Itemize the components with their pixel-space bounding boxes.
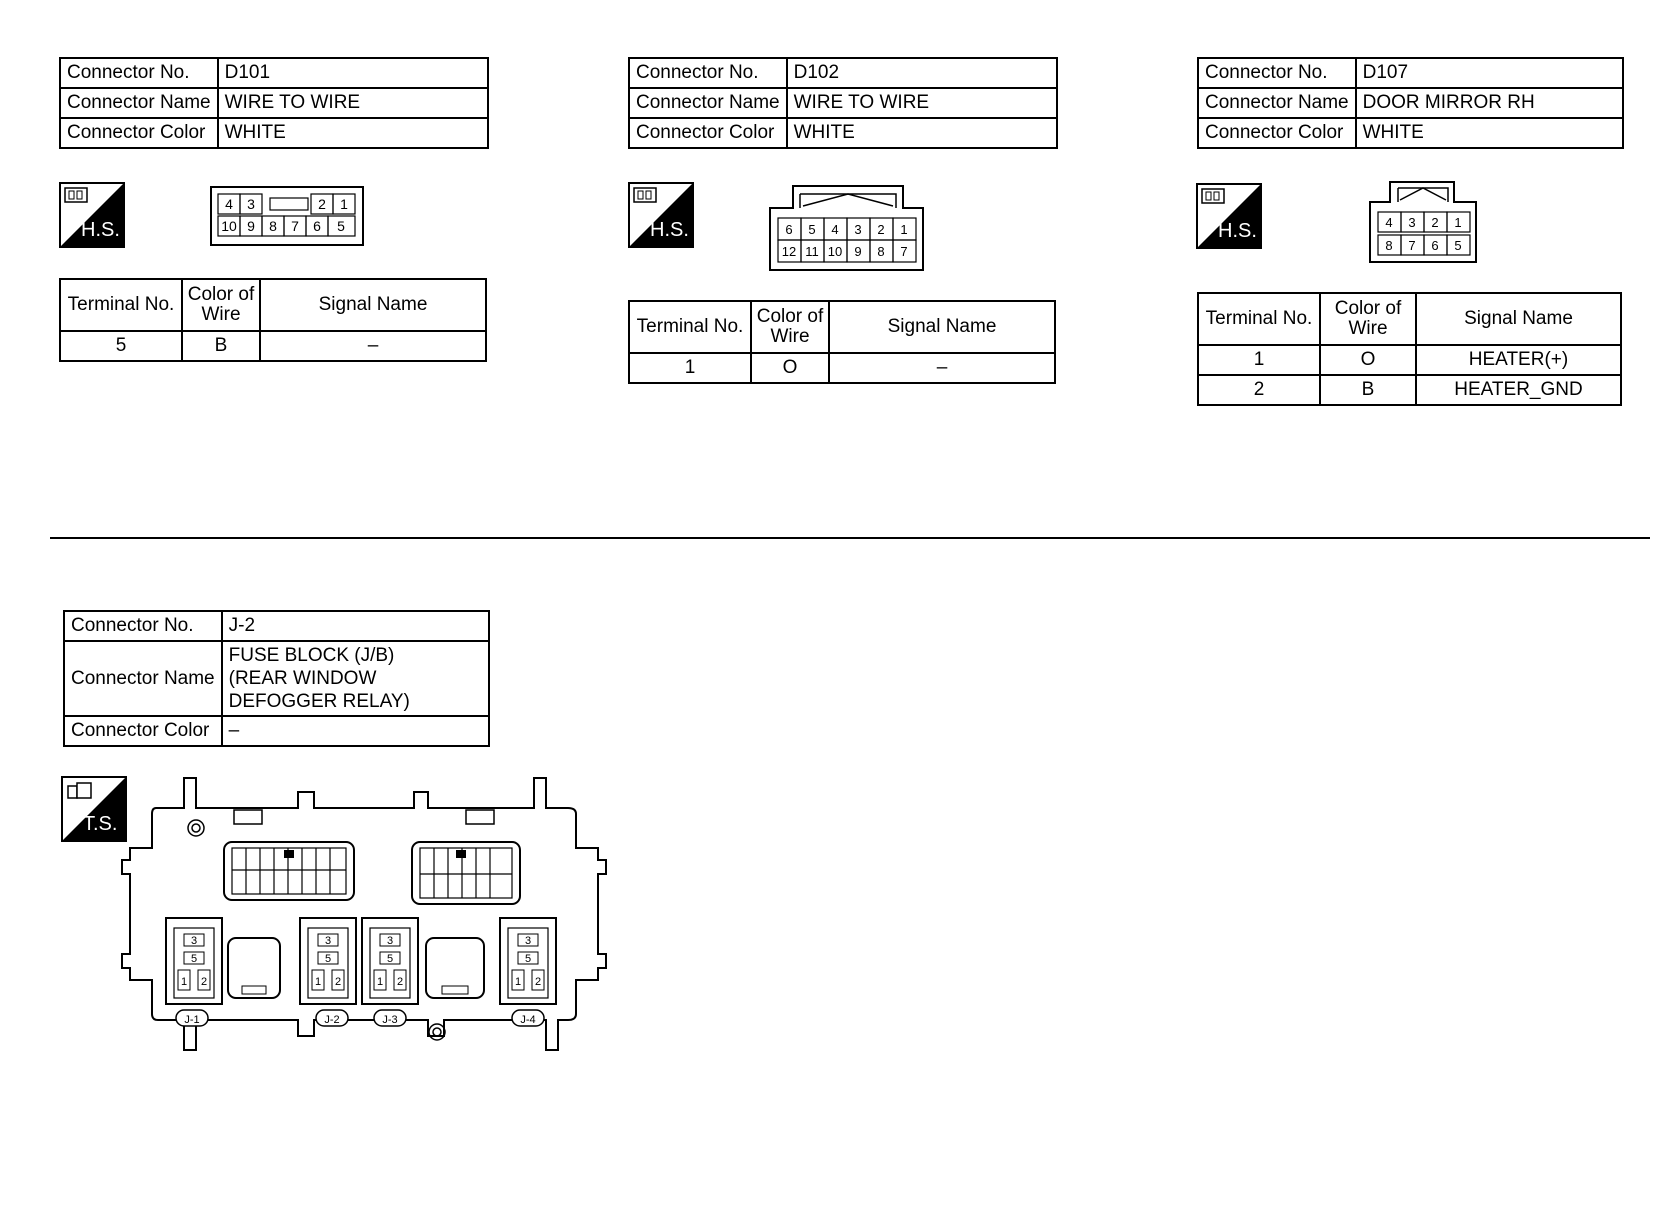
terminal-table-d102 xyxy=(628,300,1056,384)
pin-label: 8 xyxy=(877,244,885,259)
connector-name-value: FUSE BLOCK (J/B) (REAR WINDOW DEFOGGER RELAY) xyxy=(222,641,489,716)
signal-name-header: Signal Name xyxy=(829,301,1055,353)
pin-label: 8 xyxy=(269,218,277,234)
pin-label: 6 xyxy=(1431,238,1439,253)
pin-label: 4 xyxy=(225,196,233,212)
connector-no-label: Connector No. xyxy=(60,58,218,88)
connector-color-value: WHITE xyxy=(1356,118,1623,148)
terminal-no-header: Terminal No. xyxy=(1198,293,1320,345)
connector-name-label: Connector Name xyxy=(1198,88,1356,118)
wire-color-cell: O xyxy=(751,353,829,383)
terminal-table-d101 xyxy=(59,278,487,362)
pin-label: 2 xyxy=(318,196,326,212)
relay-label-j2: J-2 xyxy=(324,1014,340,1026)
pin-label: 4 xyxy=(1385,215,1393,230)
pin-label: 1 xyxy=(1454,215,1462,230)
pin-label: 10 xyxy=(827,244,843,259)
connector-info-table-j2 xyxy=(63,610,490,747)
color-of-wire-header: Color of Wire xyxy=(1320,293,1416,345)
connector-color-label: Connector Color xyxy=(1198,118,1356,148)
relay-pin-label: 5 xyxy=(524,953,532,965)
pin-label: 3 xyxy=(1408,215,1416,230)
pin-label: 9 xyxy=(854,244,862,259)
connector-face-d102 xyxy=(768,184,926,274)
connector-no-label: Connector No. xyxy=(629,58,787,88)
connector-color-value: WHITE xyxy=(787,118,1057,148)
relay-pin-label: 2 xyxy=(200,976,208,988)
connector-info-table-d101 xyxy=(59,57,489,149)
connector-info-table-d107 xyxy=(1197,57,1624,149)
color-of-wire-header: Color of Wire xyxy=(182,279,260,331)
relay-pin-label: 3 xyxy=(524,935,532,947)
relay-pin-label: 5 xyxy=(324,953,332,965)
pin-label: 7 xyxy=(1408,238,1416,253)
terminal-table-d107 xyxy=(1197,292,1622,406)
pin-label: 7 xyxy=(291,218,299,234)
pin-label: 2 xyxy=(1431,215,1439,230)
connector-info-table-d102 xyxy=(628,57,1058,149)
pin-label: 2 xyxy=(877,222,885,237)
harness-side-badge-d102 xyxy=(628,182,694,248)
wire-color-cell: B xyxy=(1320,375,1416,405)
pin-label: 5 xyxy=(808,222,816,237)
connector-no-label: Connector No. xyxy=(64,611,222,641)
connector-face-d107 xyxy=(1368,180,1480,266)
connector-no-value: D102 xyxy=(787,58,1057,88)
terminal-no-header: Terminal No. xyxy=(60,279,182,331)
pin-label: 12 xyxy=(781,244,797,259)
harness-side-badge-d101 xyxy=(59,182,125,248)
section-divider xyxy=(50,537,1650,539)
pin-label: 6 xyxy=(313,218,321,234)
pin-label: 5 xyxy=(337,218,345,234)
connector-name-label: Connector Name xyxy=(629,88,787,118)
connector-color-value: – xyxy=(222,716,489,746)
connector-face-d101 xyxy=(210,186,365,248)
relay-pin-label: 1 xyxy=(514,976,522,988)
pin-label: 9 xyxy=(247,218,255,234)
terminal-no-cell: 1 xyxy=(1198,345,1320,375)
view-label: H.S. xyxy=(650,219,689,241)
connector-name-value: WIRE TO WIRE xyxy=(787,88,1057,118)
signal-name-cell: HEATER(+) xyxy=(1416,345,1621,375)
terminal-no-cell: 5 xyxy=(60,331,182,361)
relay-pin-label: 5 xyxy=(190,953,198,965)
signal-name-cell: – xyxy=(829,353,1055,383)
signal-name-header: Signal Name xyxy=(260,279,486,331)
relay-pin-label: 3 xyxy=(324,935,332,947)
relay-label-j3: J-3 xyxy=(382,1014,398,1026)
pin-label: 8 xyxy=(1385,238,1393,253)
relay-pin-label: 3 xyxy=(386,935,394,947)
relay-pin-label: 2 xyxy=(396,976,404,988)
relay-pin-label: 1 xyxy=(376,976,384,988)
pin-label: 11 xyxy=(805,244,819,259)
connector-color-label: Connector Color xyxy=(629,118,787,148)
connector-no-value: D107 xyxy=(1356,58,1623,88)
connector-name-label: Connector Name xyxy=(64,641,222,716)
relay-pin-label: 1 xyxy=(180,976,188,988)
relay-pin-label: 1 xyxy=(314,976,322,988)
pin-label: 6 xyxy=(785,222,793,237)
pin-label: 7 xyxy=(900,244,908,259)
relay-pin-label: 2 xyxy=(534,976,542,988)
relay-pin-label: 3 xyxy=(190,935,198,947)
connector-color-label: Connector Color xyxy=(64,716,222,746)
view-label: H.S. xyxy=(1218,220,1257,242)
view-label: T.S. xyxy=(83,813,118,835)
view-label: H.S. xyxy=(81,219,120,241)
pin-label: 1 xyxy=(900,222,908,237)
signal-name-header: Signal Name xyxy=(1416,293,1621,345)
signal-name-cell: – xyxy=(260,331,486,361)
connector-name-label: Connector Name xyxy=(60,88,218,118)
relay-label-j4: J-4 xyxy=(520,1014,536,1026)
pin-label: 5 xyxy=(1454,238,1462,253)
connector-no-value: D101 xyxy=(218,58,488,88)
relay-pin-label: 2 xyxy=(334,976,342,988)
harness-side-badge-d107 xyxy=(1196,183,1262,249)
pin-label: 10 xyxy=(221,218,237,234)
connector-name-value: WIRE TO WIRE xyxy=(218,88,488,118)
wire-color-cell: B xyxy=(182,331,260,361)
connector-no-label: Connector No. xyxy=(1198,58,1356,88)
fuse-block-diagram xyxy=(116,770,612,1070)
connector-color-label: Connector Color xyxy=(60,118,218,148)
terminal-no-cell: 2 xyxy=(1198,375,1320,405)
color-of-wire-header: Color of Wire xyxy=(751,301,829,353)
pin-label: 3 xyxy=(854,222,862,237)
signal-name-cell: HEATER_GND xyxy=(1416,375,1621,405)
relay-pin-label: 5 xyxy=(386,953,394,965)
pin-label: 1 xyxy=(340,196,348,212)
wire-color-cell: O xyxy=(1320,345,1416,375)
connector-color-value: WHITE xyxy=(218,118,488,148)
pin-label: 4 xyxy=(831,222,839,237)
connector-no-value: J-2 xyxy=(222,611,489,641)
relay-label-j1: J-1 xyxy=(184,1014,200,1026)
terminal-no-header: Terminal No. xyxy=(629,301,751,353)
pin-label: 3 xyxy=(247,196,255,212)
terminal-no-cell: 1 xyxy=(629,353,751,383)
connector-name-value: DOOR MIRROR RH xyxy=(1356,88,1623,118)
